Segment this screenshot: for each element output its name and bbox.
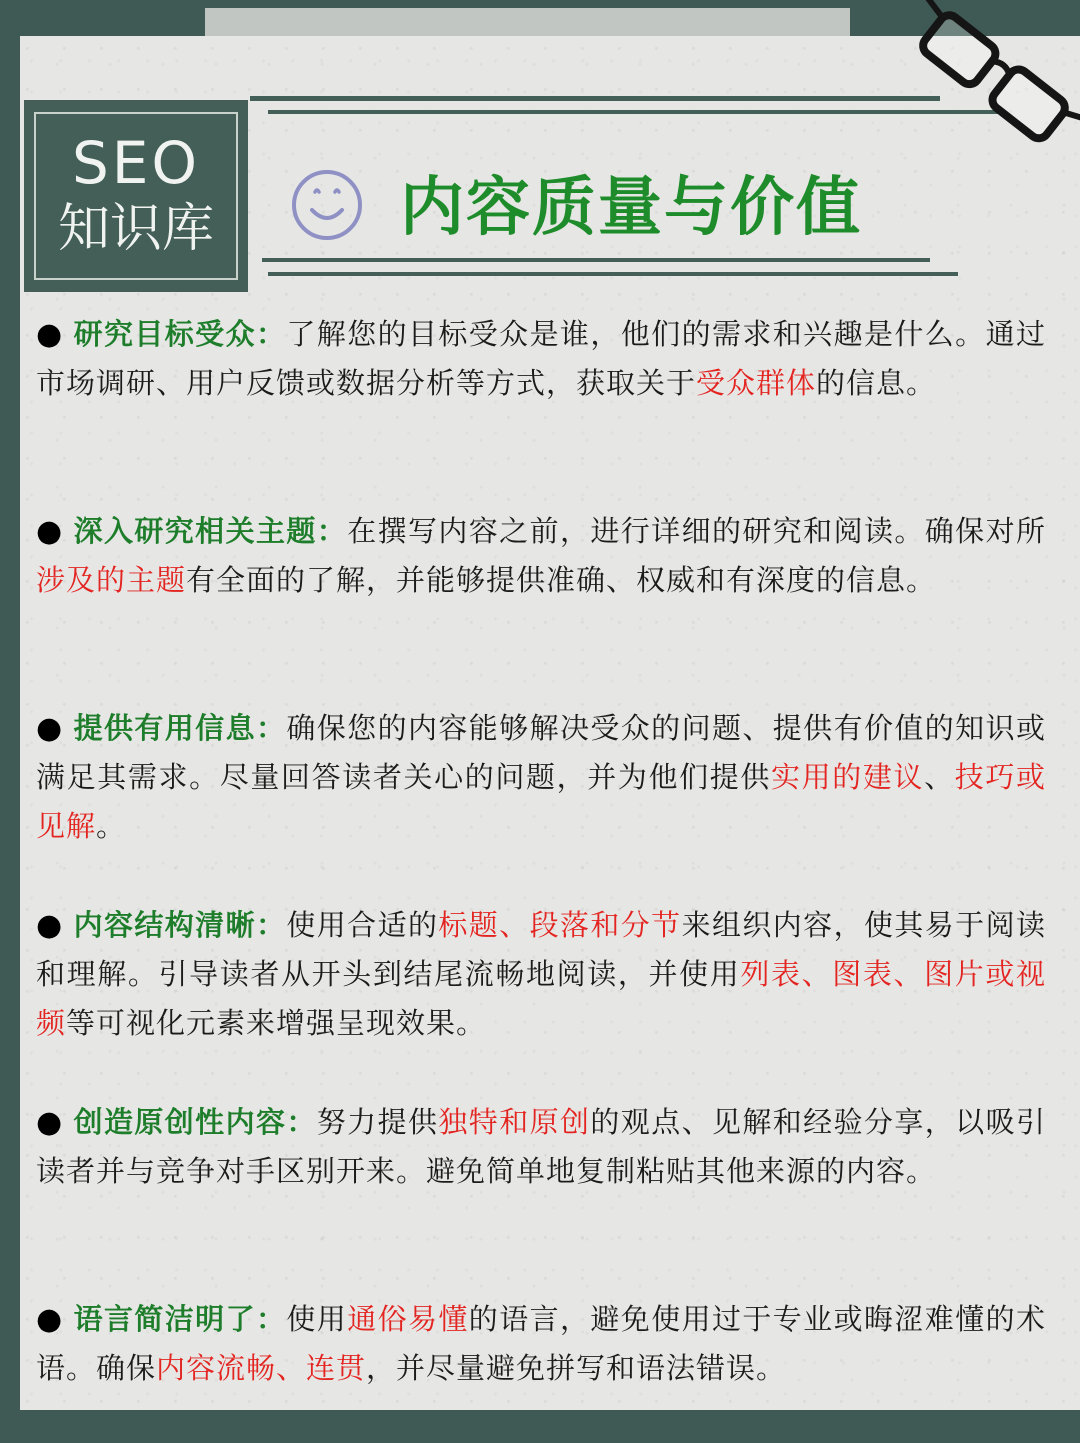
item-label: 研究目标受众： <box>73 317 287 351</box>
body-text: 、 <box>924 760 955 794</box>
body-text: 使用合适的 <box>286 908 439 942</box>
list-item <box>36 901 1046 1049</box>
body-text: ，并尽量避免拼写和语法错误。 <box>366 1351 787 1385</box>
highlight-text: 技巧或见解 <box>36 760 1046 843</box>
list-item <box>36 1098 1046 1246</box>
badge-knowledge-text: 知识库 <box>57 199 214 259</box>
header-rule-bottom <box>262 258 930 262</box>
body-text: 确保您的内容能够解决受众的问题、提供有价值的知识或满足其需求。尽量回答读者关心的问题，并为他们提供 <box>36 711 1046 794</box>
page-title: 内容质量与价值 <box>400 171 862 245</box>
item-label: 深入研究相关主题： <box>73 514 348 548</box>
body-text: 的观点、见解和经验分享，以吸引读者并与竞争对手区别开来。避免简单地复制粘贴其他来源的内容。 <box>36 1105 1046 1188</box>
highlight-text: 涉及的主题 <box>36 563 187 597</box>
highlight-text: 受众群体 <box>696 366 817 400</box>
list-item <box>36 704 1046 852</box>
item-label: 内容结构清晰： <box>73 908 287 942</box>
header-rule-top <box>250 96 940 101</box>
content-list <box>36 310 1046 1443</box>
item-label: 创造原创性内容： <box>73 1105 317 1139</box>
highlight-text: 通俗易懂 <box>347 1302 469 1336</box>
body-text: 有全面的了解，并能够提供准确、权威和有深度的信息。 <box>186 563 937 597</box>
item-label: 提供有用信息： <box>73 711 287 745</box>
body-text: 在撰写内容之前，进行详细的研究和阅读。确保对所 <box>347 514 1046 548</box>
body-text: 的信息。 <box>816 366 937 400</box>
header-rule-bottom-thin <box>268 272 958 276</box>
list-item <box>36 310 1046 458</box>
body-text: 了解您的目标受众是谁，他们的需求和兴趣是什么。通过市场调研、用户反馈或数据分析等方式，获取关于 <box>36 317 1046 400</box>
highlight-text: 内容流畅、连贯 <box>156 1351 367 1385</box>
bullet-dot-icon: ● <box>36 908 64 943</box>
item-label: 语言简洁明了： <box>73 1302 287 1336</box>
body-text: 等可视化元素来增强呈现效果。 <box>66 1006 487 1040</box>
list-item <box>36 1295 1046 1443</box>
highlight-text: 标题、段落和分节 <box>438 908 682 942</box>
smiley-icon <box>290 168 364 242</box>
highlight-text: 独特和原创 <box>438 1105 591 1139</box>
highlight-text: 实用的建议 <box>770 760 925 794</box>
bullet-dot-icon: ● <box>36 1105 64 1140</box>
badge-seo-text: SEO <box>71 129 201 197</box>
seo-knowledge-badge <box>24 100 248 292</box>
badge-border <box>34 112 238 280</box>
body-text: 使用 <box>286 1302 348 1336</box>
highlight-text: 列表、图表、图片或视频 <box>36 957 1046 1040</box>
bullet-dot-icon: ● <box>36 514 64 549</box>
body-text: 来组织内容，使其易于阅读和理解。引导读者从开头到结尾流畅地阅读，并使用 <box>36 908 1046 991</box>
body-text: 努力提供 <box>316 1105 439 1139</box>
body-text: 的语言，避免使用过于专业或晦涩难懂的术语。确保 <box>36 1302 1046 1385</box>
bullet-dot-icon: ● <box>36 711 64 746</box>
bullet-dot-icon: ● <box>36 1302 64 1337</box>
eyeglasses-icon <box>890 0 1080 170</box>
list-item <box>36 507 1046 655</box>
body-text: 。 <box>96 809 127 843</box>
header-rule-top-thin <box>268 110 998 114</box>
bullet-dot-icon: ● <box>36 317 64 352</box>
